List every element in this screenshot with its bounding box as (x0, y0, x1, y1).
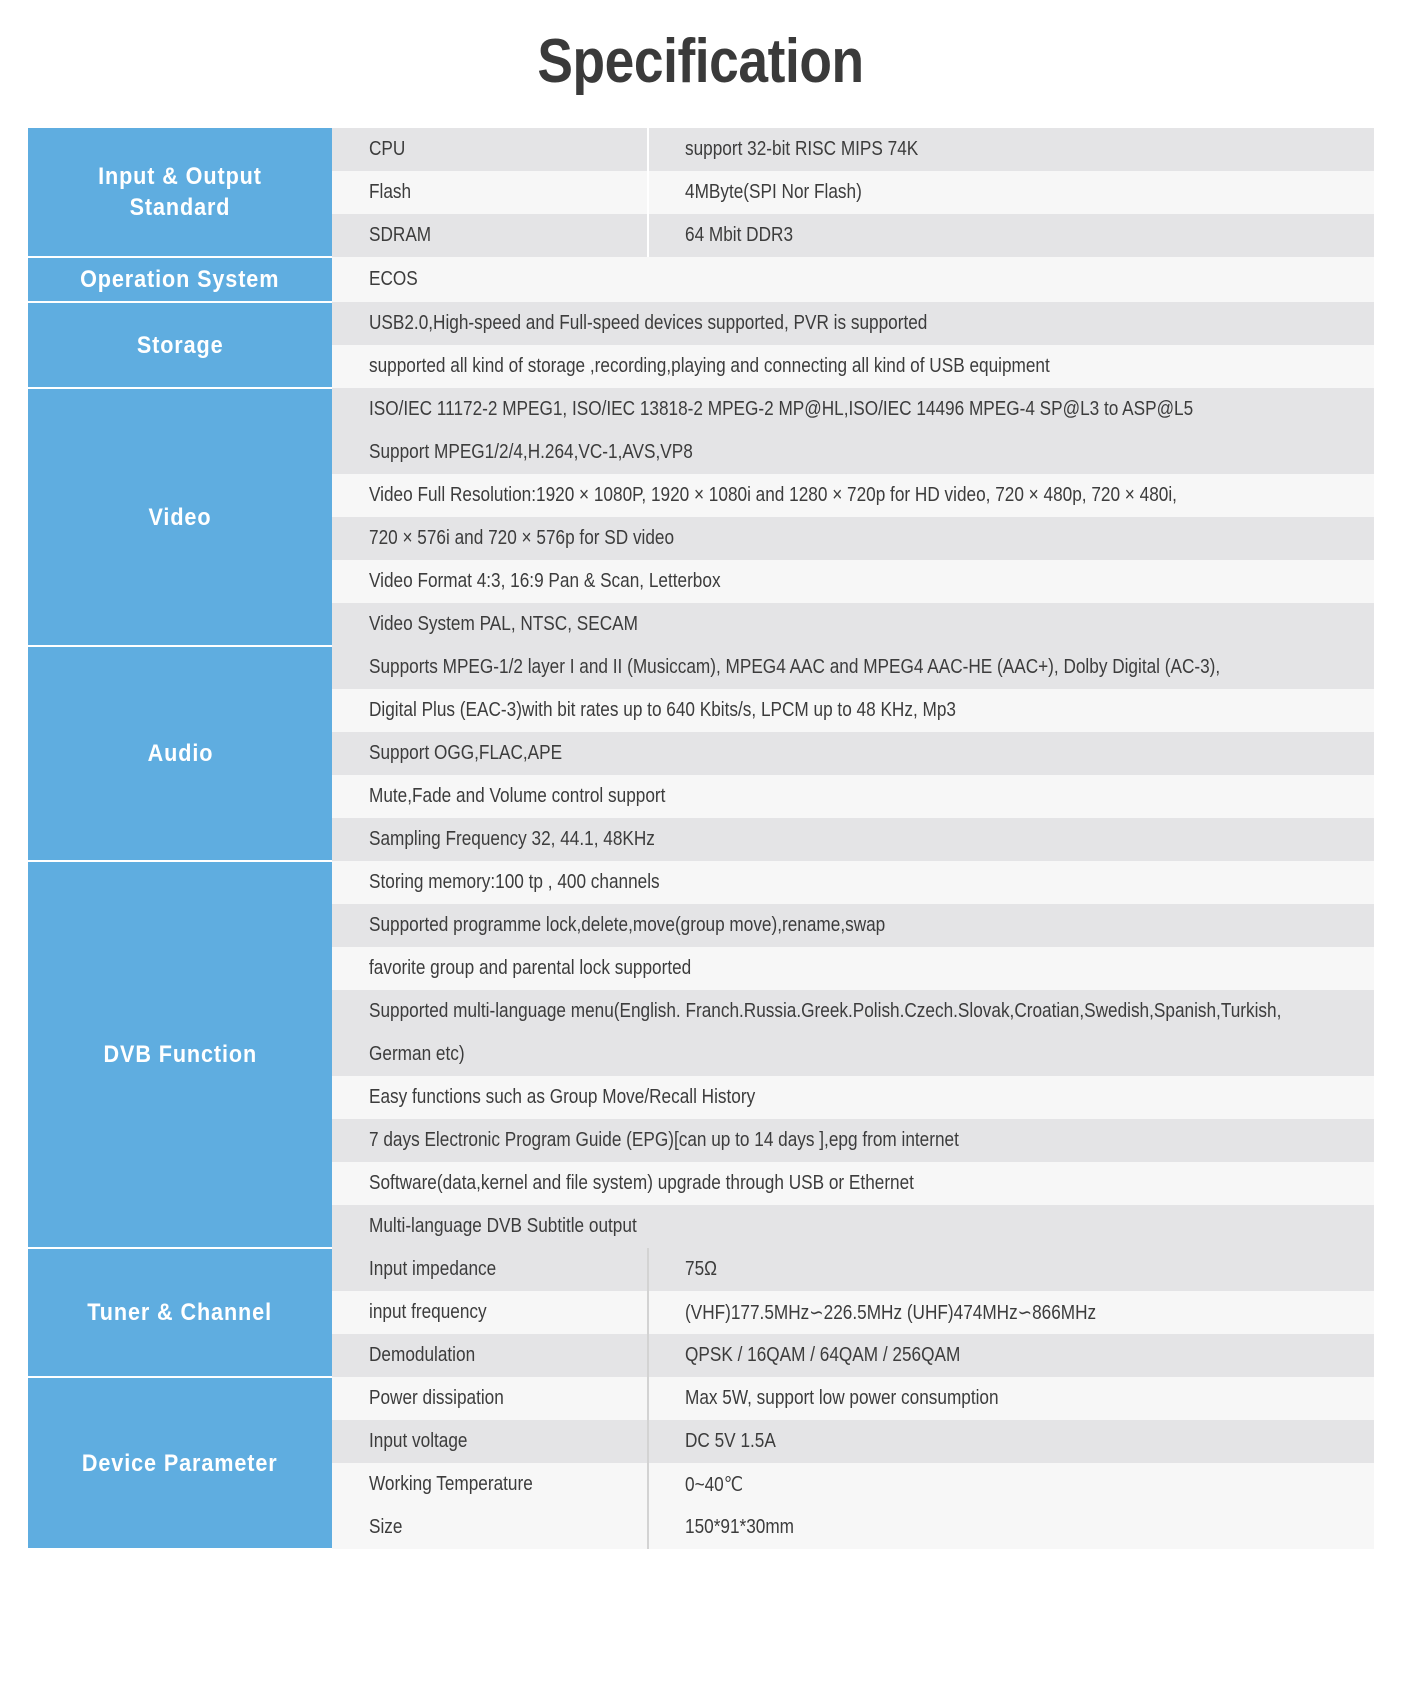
spec-value: (VHF)177.5MHz∽226.5MHz (UHF)474MHz∽866MHz (648, 1291, 1374, 1334)
spec-text: Mute,Fade and Volume control support (332, 775, 1374, 818)
spec-label: Power dissipation (332, 1377, 648, 1420)
spec-row (28, 128, 1374, 171)
spec-row (28, 388, 1374, 431)
spec-label: Input voltage (332, 1420, 648, 1463)
spec-text: 720 × 576i and 720 × 576p for SD video (332, 517, 1374, 560)
category-label: Device Parameter (82, 1449, 278, 1477)
spec-text: 7 days Electronic Program Guide (EPG)[can up to 14 days ],epg from internet (332, 1119, 1374, 1162)
spec-value: Max 5W, support low power consumption (648, 1377, 1374, 1420)
category-label: Operation System (80, 266, 280, 293)
spec-value: 150*91*30mm (648, 1506, 1374, 1549)
category-label: Video (148, 503, 212, 531)
spec-text: Software(data,kernel and file system) upgrade through USB or Ethernet (332, 1162, 1374, 1205)
spec-row (28, 1248, 1374, 1291)
spec-value: 4MByte(SPI Nor Flash) (648, 171, 1374, 214)
spec-text: Support OGG,FLAC,APE (332, 732, 1374, 775)
page-title: Specification (537, 27, 864, 96)
spec-value: 0~40℃ (648, 1463, 1374, 1506)
category-label: Storage (136, 331, 224, 359)
spec-text: Supported programme lock,delete,move(group move),rename,swap (332, 904, 1374, 947)
category-cell (28, 646, 332, 861)
category-cell (28, 1248, 332, 1377)
spec-table (28, 128, 1374, 1550)
spec-text: ISO/IEC 11172-2 MPEG1, ISO/IEC 13818-2 MPEG-2 MP@HL,ISO/IEC 14496 MPEG-4 SP@L3 to ASP@L5 (332, 388, 1374, 431)
category-cell (28, 302, 332, 388)
spec-value: support 32-bit RISC MIPS 74K (648, 128, 1374, 171)
category-cell (28, 1377, 332, 1549)
spec-text: USB2.0,High-speed and Full-speed devices supported, PVR is supported (332, 302, 1374, 345)
spec-label: SDRAM (332, 214, 648, 257)
spec-text: favorite group and parental lock supported (332, 947, 1374, 990)
spec-text: Storing memory:100 tp , 400 channels (332, 861, 1374, 904)
spec-value: 64 Mbit DDR3 (648, 214, 1374, 257)
category-label: Tuner & Channel (87, 1299, 273, 1326)
spec-text: Video System PAL, NTSC, SECAM (332, 603, 1374, 646)
spec-value: QPSK / 16QAM / 64QAM / 256QAM (648, 1334, 1374, 1377)
spec-row (28, 257, 1374, 302)
spec-text: Multi-language DVB Subtitle output (332, 1205, 1374, 1248)
spec-label: CPU (332, 128, 648, 171)
spec-row (28, 302, 1374, 345)
spec-value: 75Ω (648, 1248, 1374, 1291)
spec-text: Video Full Resolution:1920 × 1080P, 1920 × 1080i and 1280 × 720p for HD video, 720 × 480p, 720 × 480i, (332, 474, 1374, 517)
spec-label: Flash (332, 171, 648, 214)
spec-text: Easy functions such as Group Move/Recall History (332, 1076, 1374, 1119)
category-cell (28, 128, 332, 257)
spec-text: Sampling Frequency 32, 44.1, 48KHz (332, 818, 1374, 861)
spec-label: input frequency (332, 1291, 648, 1334)
spec-text: Supports MPEG-1/2 layer I and II (Musiccam), MPEG4 AAC and MPEG4 AAC-HE (AAC+), Dolby Digital (AC-3), (332, 646, 1374, 689)
category-cell (28, 388, 332, 646)
category-cell (28, 257, 332, 302)
spec-label: Working Temperature (332, 1463, 648, 1506)
spec-text: German etc) (332, 1033, 1374, 1076)
spec-row (28, 646, 1374, 689)
spec-label: Size (332, 1506, 648, 1549)
spec-text: ECOS (332, 257, 1374, 302)
spec-text: Support MPEG1/2/4,H.264,VC-1,AVS,VP8 (332, 431, 1374, 474)
category-label: Audio (147, 740, 213, 767)
spec-row (28, 1377, 1374, 1420)
category-label: Input & Output Standard (98, 163, 262, 221)
category-cell (28, 861, 332, 1248)
category-label: DVB Function (103, 1041, 257, 1068)
spec-text: supported all kind of storage ,recording,playing and connecting all kind of USB equipment (332, 345, 1374, 388)
spec-text: Digital Plus (EAC-3)with bit rates up to 640 Kbits/s, LPCM up to 48 KHz, Mp3 (332, 689, 1374, 732)
spec-text: Supported multi-language menu(English. Franch.Russia.Greek.Polish.Czech.Slovak,Croatian,Swedish,Spanish,Turkish, (332, 990, 1374, 1033)
spec-label: Demodulation (332, 1334, 648, 1377)
spec-label: Input impedance (332, 1248, 648, 1291)
spec-text: Video Format 4:3, 16:9 Pan & Scan, Letterbox (332, 560, 1374, 603)
spec-row (28, 861, 1374, 904)
spec-value: DC 5V 1.5A (648, 1420, 1374, 1463)
